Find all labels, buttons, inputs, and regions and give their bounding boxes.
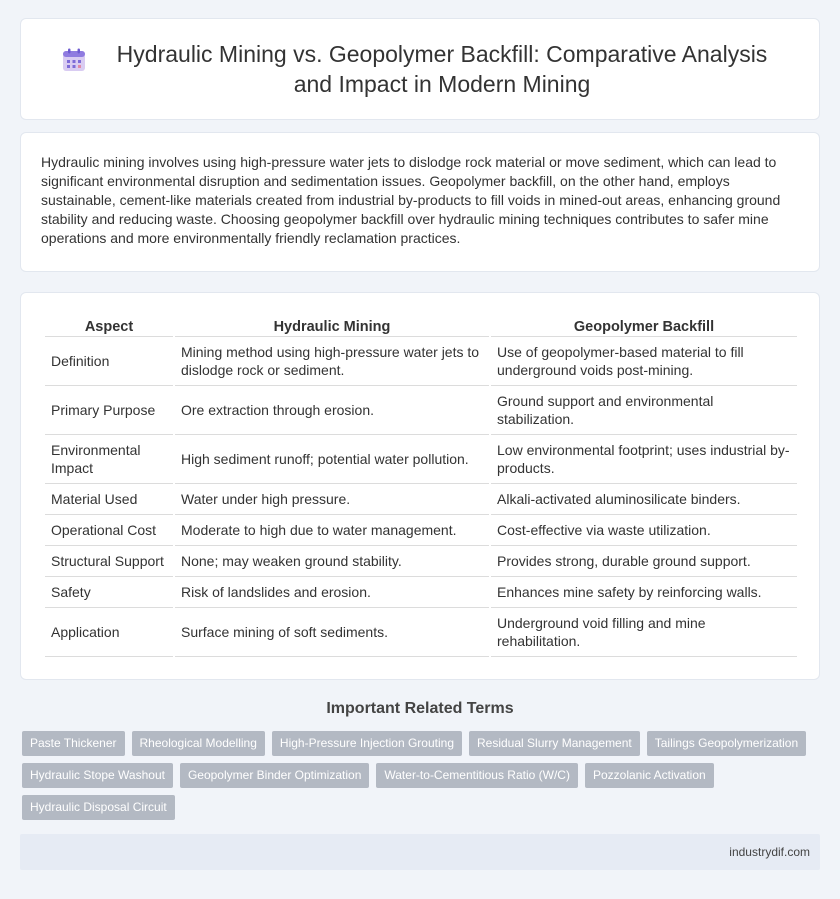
cell-hydraulic: Mining method using high-pressure water jets to dislodge rock or sediment.	[175, 337, 489, 386]
related-term-tag[interactable]: Hydraulic Stope Washout	[22, 763, 173, 788]
comparison-table	[43, 313, 799, 657]
cell-hydraulic: Risk of landslides and erosion.	[175, 577, 489, 608]
cell-geopolymer: Use of geopolymer-based material to fill underground voids post-mining.	[491, 337, 797, 386]
cell-geopolymer: Ground support and environmental stabilization.	[491, 386, 797, 435]
cell-aspect: Application	[45, 608, 173, 657]
footer-bar	[20, 834, 820, 870]
related-term-tag[interactable]: Tailings Geopolymerization	[647, 731, 806, 756]
related-term-tag[interactable]: Rheological Modelling	[132, 731, 265, 756]
table-header-row	[45, 313, 797, 337]
related-term-tag[interactable]: Hydraulic Disposal Circuit	[22, 795, 175, 820]
cell-aspect: Material Used	[45, 484, 173, 515]
cell-geopolymer: Underground void filling and mine rehabilitation.	[491, 608, 797, 657]
header-card	[20, 18, 820, 120]
column-header-aspect: Aspect	[45, 313, 173, 337]
related-term-tag[interactable]: Paste Thickener	[22, 731, 125, 756]
table-row	[45, 484, 797, 515]
related-terms-list	[22, 731, 822, 827]
cell-geopolymer: Cost-effective via waste utilization.	[491, 515, 797, 546]
intro-paragraph: Hydraulic mining involves using high-pressure water jets to dislodge rock material or move sediment, which can lead to significant environmental disruption and sedimentation issues. Geopolymer backfill, on the other hand, employs sustainable, cement-like materials created from industrial by-products to fill voids in mined-out areas, enhancing ground stability and reducing waste. Choosing geopolymer backfill over hydraulic mining techniques contributes to safer mine operations and more environmentally friendly reclamation practices.	[41, 154, 781, 246]
table-row	[45, 435, 797, 484]
related-term-tag[interactable]: High-Pressure Injection Grouting	[272, 731, 462, 756]
table-row	[45, 337, 797, 386]
table-row	[45, 515, 797, 546]
cell-aspect: Definition	[45, 337, 173, 386]
cell-aspect: Environmental Impact	[45, 435, 173, 484]
column-header-geopolymer-backfill: Geopolymer Backfill	[491, 313, 797, 337]
cell-aspect: Structural Support	[45, 546, 173, 577]
related-term-tag[interactable]: Pozzolanic Activation	[585, 763, 714, 788]
cell-hydraulic: None; may weaken ground stability.	[175, 546, 489, 577]
cell-hydraulic: Water under high pressure.	[175, 484, 489, 515]
column-header-hydraulic-mining: Hydraulic Mining	[175, 313, 489, 337]
related-term-tag[interactable]: Water-to-Cementitious Ratio (W/C)	[376, 763, 578, 788]
cell-aspect: Safety	[45, 577, 173, 608]
cell-geopolymer: Enhances mine safety by reinforcing walls.	[491, 577, 797, 608]
related-term-tag[interactable]: Geopolymer Binder Optimization	[180, 763, 369, 788]
table-row	[45, 577, 797, 608]
related-term-tag[interactable]: Residual Slurry Management	[469, 731, 640, 756]
cell-geopolymer: Low environmental footprint; uses industrial by-products.	[491, 435, 797, 484]
footer-site-link[interactable]: industrydif.com	[729, 845, 810, 859]
table-row	[45, 386, 797, 435]
comparison-table-card	[20, 292, 820, 680]
table-row	[45, 546, 797, 577]
cell-geopolymer: Alkali-activated aluminosilicate binders.	[491, 484, 797, 515]
cell-hydraulic: High sediment runoff; potential water pollution.	[175, 435, 489, 484]
cell-hydraulic: Moderate to high due to water management.	[175, 515, 489, 546]
cell-aspect: Primary Purpose	[45, 386, 173, 435]
table-row	[45, 608, 797, 657]
cell-hydraulic: Ore extraction through erosion.	[175, 386, 489, 435]
page-title: Hydraulic Mining vs. Geopolymer Backfill: Comparative Analysis and Impact in Modern Mining	[116, 41, 768, 97]
cell-geopolymer: Provides strong, durable ground support.	[491, 546, 797, 577]
cell-hydraulic: Surface mining of soft sediments.	[175, 608, 489, 657]
related-terms-heading: Important Related Terms	[326, 700, 514, 717]
intro-card	[20, 132, 820, 272]
cell-aspect: Operational Cost	[45, 515, 173, 546]
